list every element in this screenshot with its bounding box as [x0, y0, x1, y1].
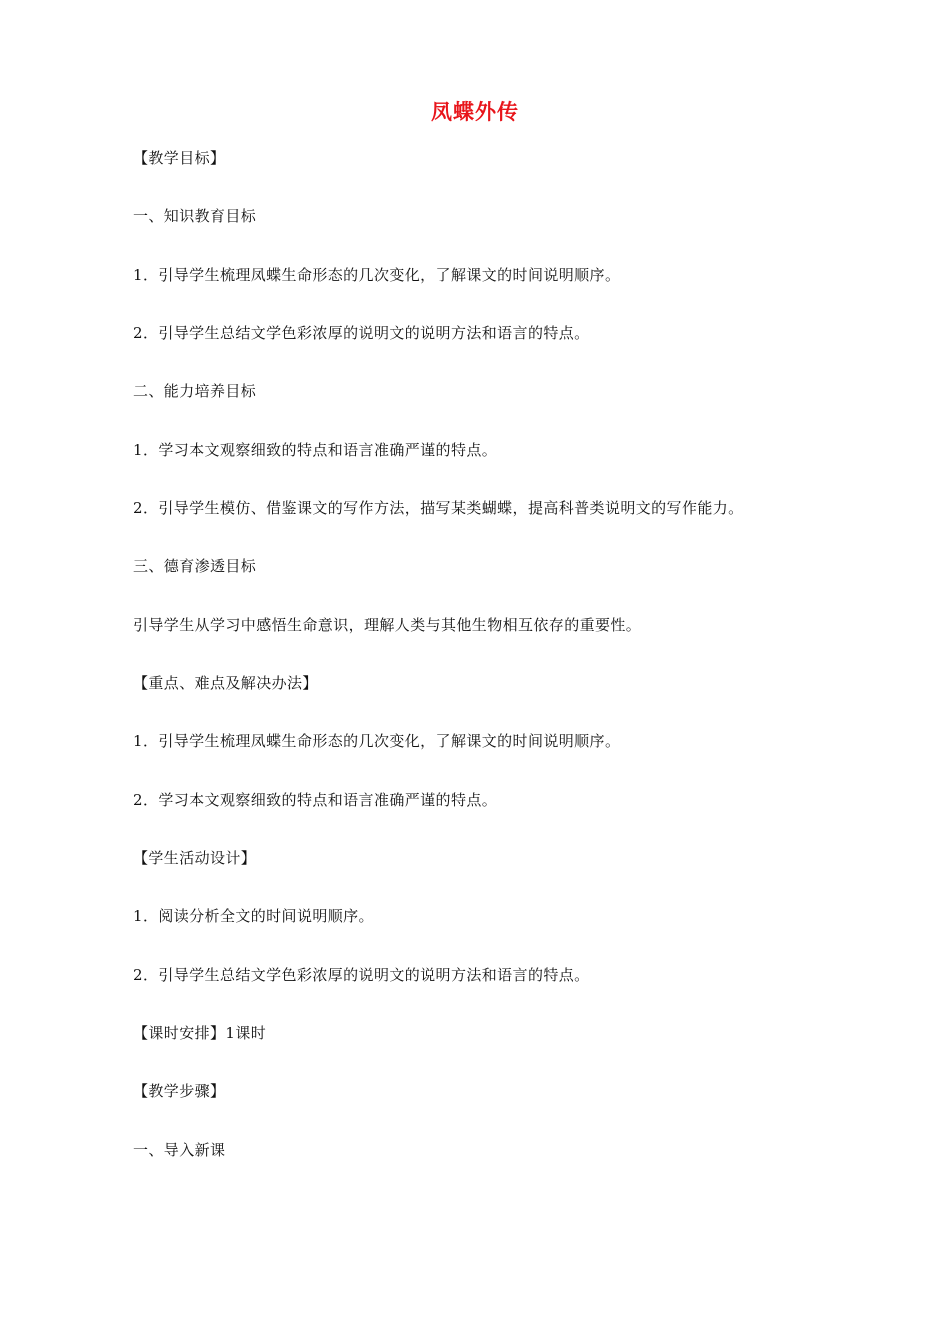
- paragraph-line: 2．引导学生总结文学色彩浓厚的说明文的说明方法和语言的特点。: [133, 966, 590, 984]
- section-heading-key-points: 【重点、难点及解决办法】: [133, 674, 318, 692]
- section-heading-teaching-steps: 【教学步骤】: [133, 1082, 226, 1100]
- paragraph-line: 2．学习本文观察细致的特点和语言准确严谨的特点。: [133, 791, 498, 809]
- paragraph-line: 2．引导学生模仿、借鉴课文的写作方法，描写某类蝴蝶，提高科普类说明文的写作能力。: [133, 499, 744, 517]
- paragraph-line: 2．引导学生总结文学色彩浓厚的说明文的说明方法和语言的特点。: [133, 324, 590, 342]
- section-heading-teaching-goals: 【教学目标】: [133, 149, 226, 167]
- subheading-knowledge-goals: 一、知识教育目标: [133, 207, 257, 225]
- subheading-ability-goals: 二、能力培养目标: [133, 382, 257, 400]
- paragraph-line: 1．引导学生梳理凤蝶生命形态的几次变化，了解课文的时间说明顺序。: [133, 266, 621, 284]
- paragraph-line: 1．引导学生梳理凤蝶生命形态的几次变化，了解课文的时间说明顺序。: [133, 732, 621, 750]
- section-heading-student-activities: 【学生活动设计】: [133, 849, 257, 867]
- paragraph-line: 1．学习本文观察细致的特点和语言准确严谨的特点。: [133, 441, 498, 459]
- paragraph-line: 1．阅读分析全文的时间说明顺序。: [133, 907, 374, 925]
- document-title: 凤蝶外传: [431, 100, 519, 124]
- section-heading-class-hours: 【课时安排】1课时: [133, 1024, 267, 1042]
- paragraph-line: 引导学生从学习中感悟生命意识，理解人类与其他生物相互依存的重要性。: [133, 616, 642, 634]
- subheading-moral-goals: 三、德育渗透目标: [133, 557, 257, 575]
- subheading-introduction: 一、导入新课: [133, 1141, 226, 1159]
